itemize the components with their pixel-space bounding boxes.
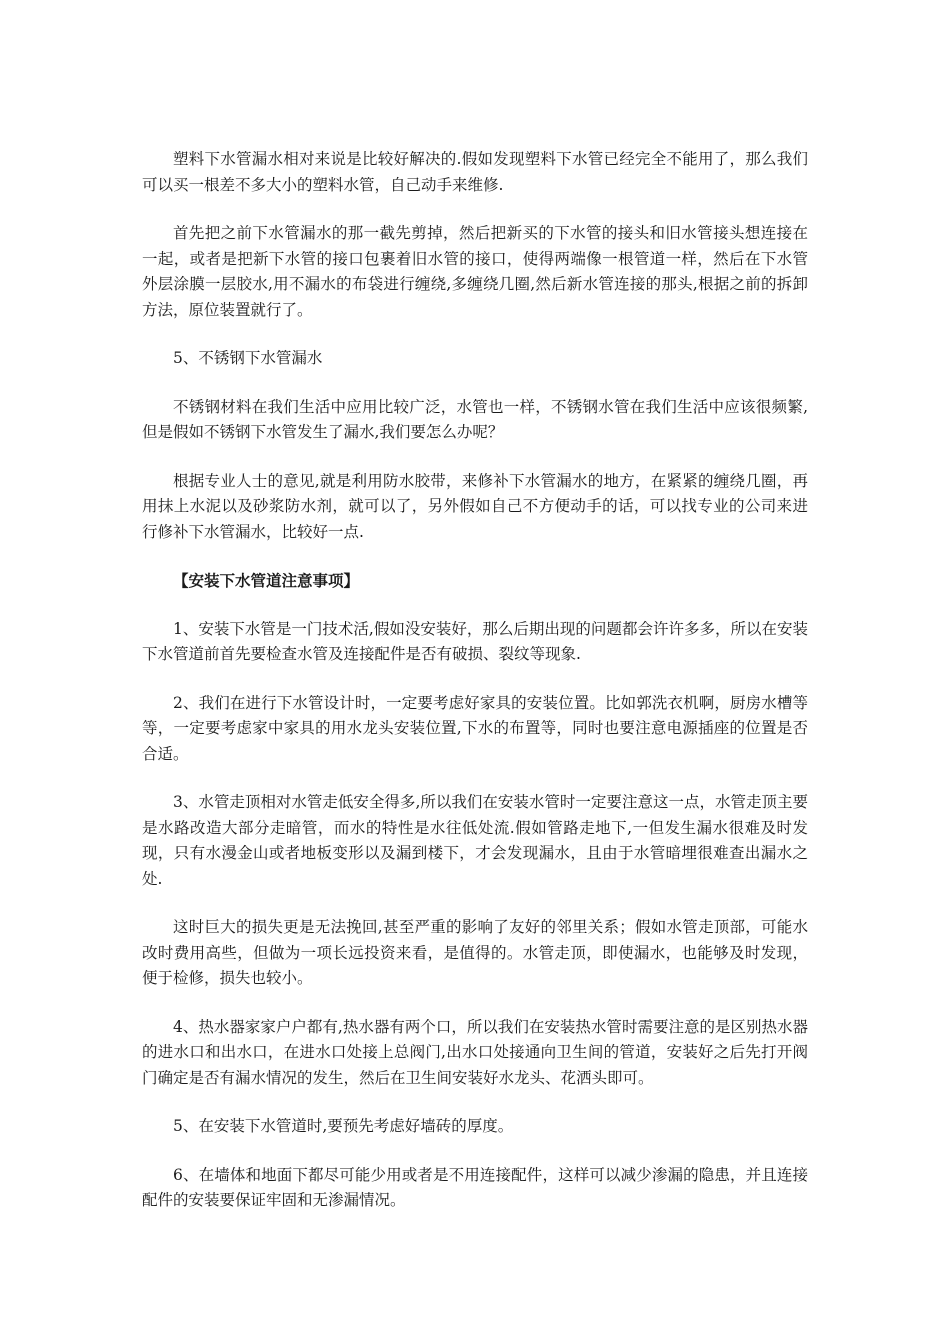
paragraph: 根据专业人士的意见,就是利用防水胶带，来修补下水管漏水的地方，在紧紧的缠绕几圈，再用抹上水泥以及砂浆防水剂，就可以了，另外假如自己不方便动手的话，可以找专业的公司来进行修补下水管漏水，比较好一点. xyxy=(142,471,808,541)
paragraph: 这时巨大的损失更是无法挽回,甚至严重的影响了友好的邻里关系；假如水管走顶部，可能水改时费用高些，但做为一项长远投资来看，是值得的。水管走顶，即使漏水，也能够及时发现，便于检修，损失也较小。 xyxy=(142,918,808,987)
list-item: 2、我们在进行下水管设计时，一定要考虑好家具的安装位置。比如郭洗衣机啊，厨房水槽等等，一定要考虑家中家具的用水龙头安装位置,下水的布置等，同时也要注意电源插座的位置是否合适。 xyxy=(142,693,808,763)
section-heading: 【安装下水管道注意事项】 xyxy=(173,571,360,590)
list-item: 1、安装下水管是一门技术活,假如没安装好，那么后期出现的问题都会许许多多，所以在安装下水管道前首先要检查水管及连接配件是否有破损、裂纹等现象. xyxy=(142,619,808,663)
paragraph: 首先把之前下水管漏水的那一截先剪掉，然后把新买的下水管的接头和旧水管接头想连接在一起，或者是把新下水管的接口包裹着旧水管的接口，使得两端像一根管道一样，然后在下水管外层涂膜一层胶水,用不漏水的布袋进行缠绕,多缠绕几圈,然后新水管连接的那头,根据之前的拆卸方法，原位装置就行了。 xyxy=(142,224,808,319)
section-item: 5、不锈钢下水管漏水 xyxy=(173,349,323,367)
list-item: 3、水管走顶相对水管走低安全得多,所以我们在安装水管时一定要注意这一点，水管走顶主要是水路改造大部分走暗管，而水的特性是水往低处流.假如管路走地下,一但发生漏水很难及时发现，只有水漫金山或者地板变形以及漏到楼下，才会发现漏水，且由于水管暗埋很难查出漏水之处. xyxy=(142,793,808,888)
paragraph: 塑料下水管漏水相对来说是比较好解决的.假如发现塑料下水管已经完全不能用了，那么我们可以买一根差不多大小的塑料水管，自己动手来维修. xyxy=(142,150,808,194)
list-item: 5、在安装下水管道时,要预先考虑好墙砖的厚度。 xyxy=(173,1117,514,1135)
list-item: 4、热水器家家户户都有,热水器有两个口，所以我们在安装热水管时需要注意的是区别热水器的进水口和出水口，在进水口处接上总阀门,出水口处接通向卫生间的管道，安装好之后先打开阀门确定是否有漏水情况的发生，然后在卫生间安装好水龙头、花洒头即可。 xyxy=(142,1017,808,1087)
paragraph: 不锈钢材料在我们生活中应用比较广泛，水管也一样，不锈钢水管在我们生活中应该很频繁,但是假如不锈钢下水管发生了漏水,我们要怎么办呢？ xyxy=(142,397,808,441)
list-item: 6、在墙体和地面下都尽可能少用或者是不用连接配件，这样可以减少渗漏的隐患，并且连接配件的安装要保证牢固和无渗漏情况。 xyxy=(142,1165,808,1209)
document-body xyxy=(142,147,808,1237)
